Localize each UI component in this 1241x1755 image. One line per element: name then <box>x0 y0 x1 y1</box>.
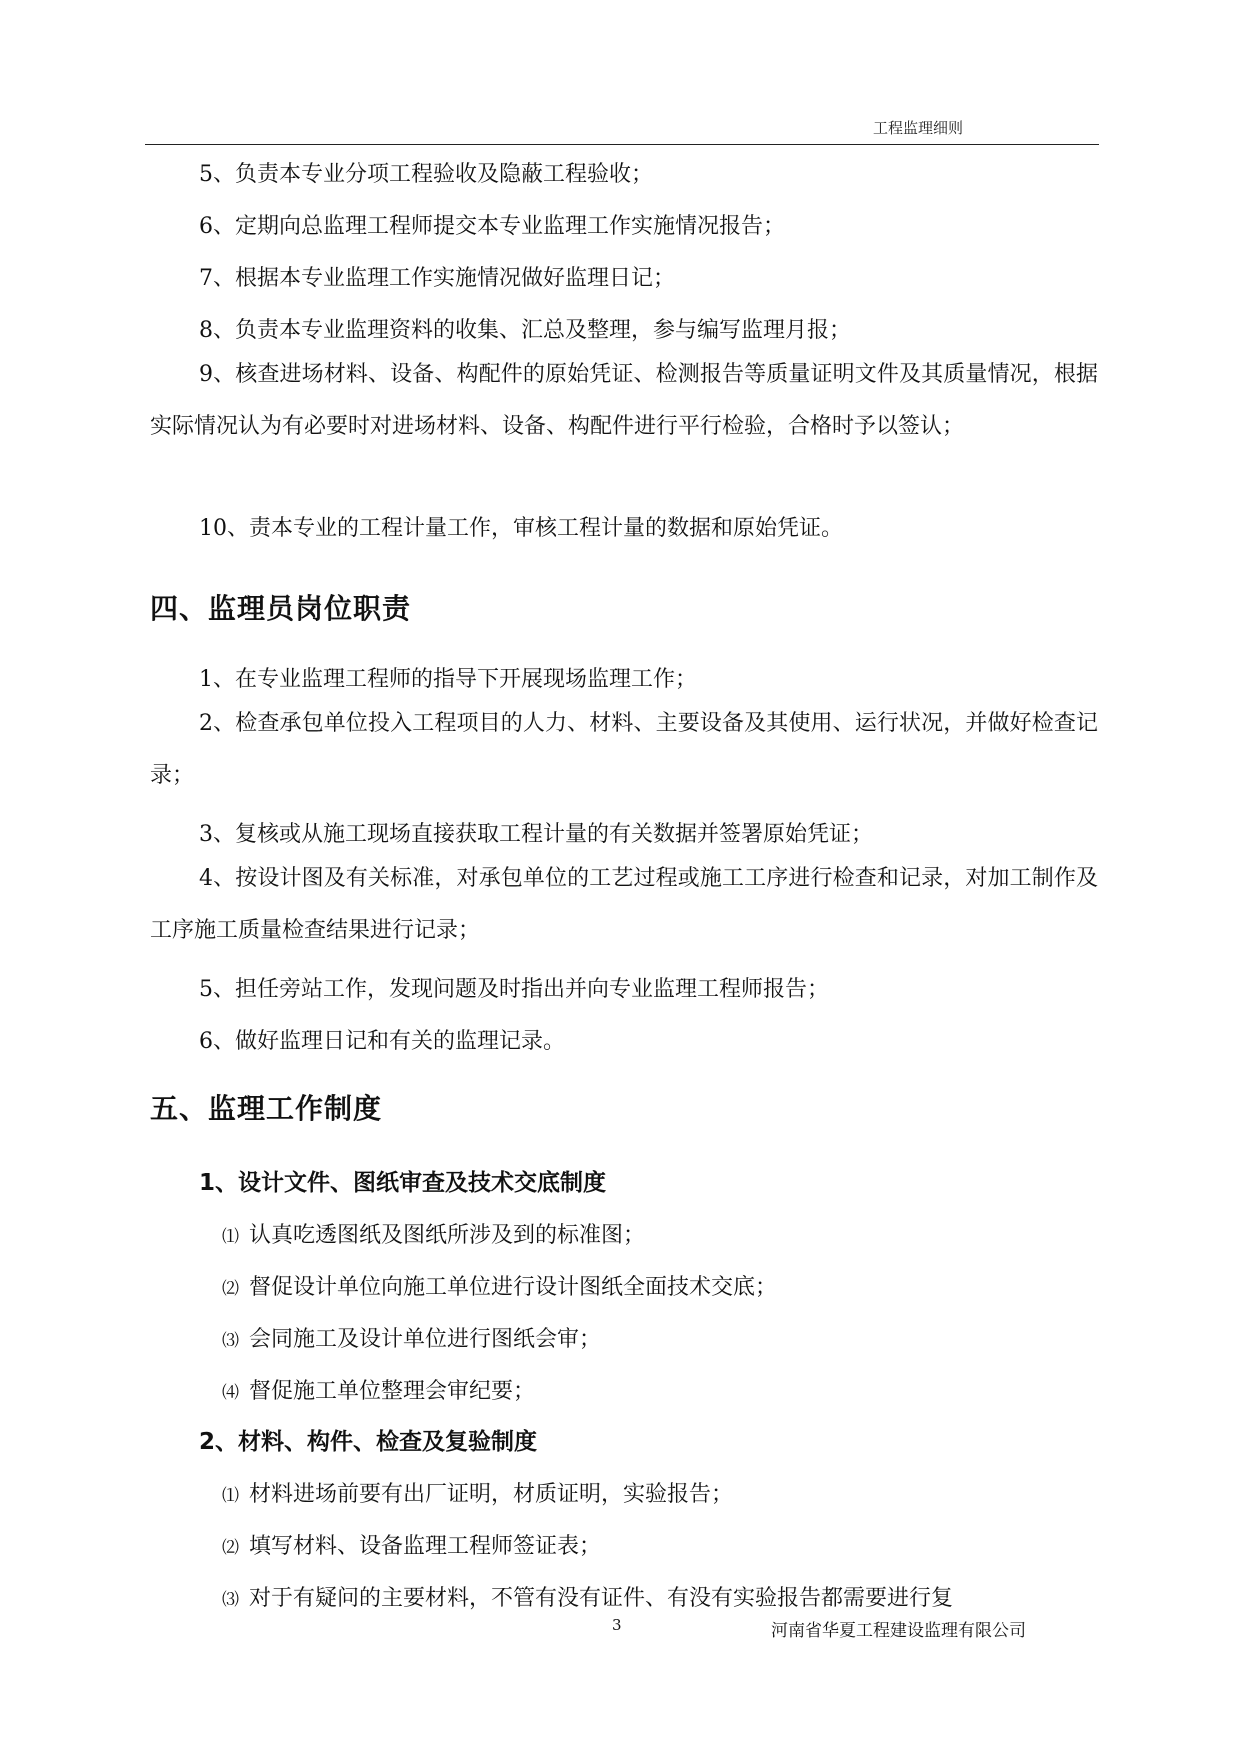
list-item: 1、在专业监理工程师的指导下开展现场监理工作； <box>199 667 697 692</box>
item-text: 督促设计单位向施工单位进行设计图纸全面技术交底； <box>249 1275 778 1300</box>
list-item: 5、负责本专业分项工程验收及隐蔽工程验收； <box>199 162 653 187</box>
page-number: 3 <box>612 1616 622 1634</box>
subsection-heading: 1、设计文件、图纸审查及技术交底制度 <box>199 1170 607 1196</box>
list-item: 4、按设计图及有关标准，对承包单位的工艺过程或施工工序进行检查和记录，对加工制作及工序施工质量检查结果进行记录； <box>150 866 1098 943</box>
item-text: 材料进场前要有出厂证明，材质证明，实验报告； <box>249 1482 734 1507</box>
item-number: ⑴ <box>222 1486 239 1506</box>
list-item: 6、做好监理日记和有关的监理记录。 <box>199 1029 565 1054</box>
section-heading: 四、监理员岗位职责 <box>150 592 412 625</box>
list-item <box>222 1581 953 1612</box>
list-item: 10、责本专业的工程计量工作，审核工程计量的数据和原始凭证。 <box>199 516 843 541</box>
header-title: 工程监理细则 <box>873 119 964 137</box>
item-text: 认真吃透图纸及图纸所涉及到的标准图； <box>249 1223 646 1248</box>
list-item <box>222 1218 645 1249</box>
header-rule <box>145 144 1099 145</box>
list-item <box>222 1374 535 1405</box>
item-text: 会同施工及设计单位进行图纸会审； <box>249 1327 602 1352</box>
item-text: 对于有疑问的主要材料，不管有没有证件、有没有实验报告都需要进行复 <box>249 1586 954 1611</box>
subsection-heading: 2、材料、构件、检查及复验制度 <box>199 1429 538 1455</box>
list-item: 8、负责本专业监理资料的收集、汇总及整理，参与编写监理月报； <box>199 318 851 343</box>
list-item <box>222 1270 777 1301</box>
item-number: ⑷ <box>222 1383 239 1403</box>
item-number: ⑴ <box>222 1227 239 1247</box>
item-number: ⑵ <box>222 1538 239 1558</box>
item-number: ⑵ <box>222 1279 239 1299</box>
list-item <box>222 1322 601 1353</box>
section-heading: 五、监理工作制度 <box>150 1092 383 1125</box>
list-item: 6、定期向总监理工程师提交本专业监理工作实施情况报告； <box>199 214 785 239</box>
item-text: 填写材料、设备监理工程师签证表； <box>249 1534 602 1559</box>
list-item: 9、核查进场材料、设备、构配件的原始凭证、检测报告等质量证明文件及其质量情况，根据实际情况认为有必要时对进场材料、设备、构配件进行平行检验，合格时予以签认； <box>150 362 1098 439</box>
item-number: ⑶ <box>222 1590 239 1610</box>
item-text: 督促施工单位整理会审纪要； <box>249 1379 536 1404</box>
list-item <box>222 1477 733 1508</box>
footer-company: 河南省华夏工程建设监理有限公司 <box>771 1621 1026 1641</box>
list-item: 7、根据本专业监理工作实施情况做好监理日记； <box>199 266 675 291</box>
list-item: 2、检查承包单位投入工程项目的人力、材料、主要设备及其使用、运行状况，并做好检查记录； <box>150 711 1098 788</box>
item-number: ⑶ <box>222 1331 239 1351</box>
list-item: 5、担任旁站工作，发现问题及时指出并向专业监理工程师报告； <box>199 977 829 1002</box>
list-item <box>222 1529 601 1560</box>
list-item: 3、复核或从施工现场直接获取工程计量的有关数据并签署原始凭证； <box>199 822 873 847</box>
